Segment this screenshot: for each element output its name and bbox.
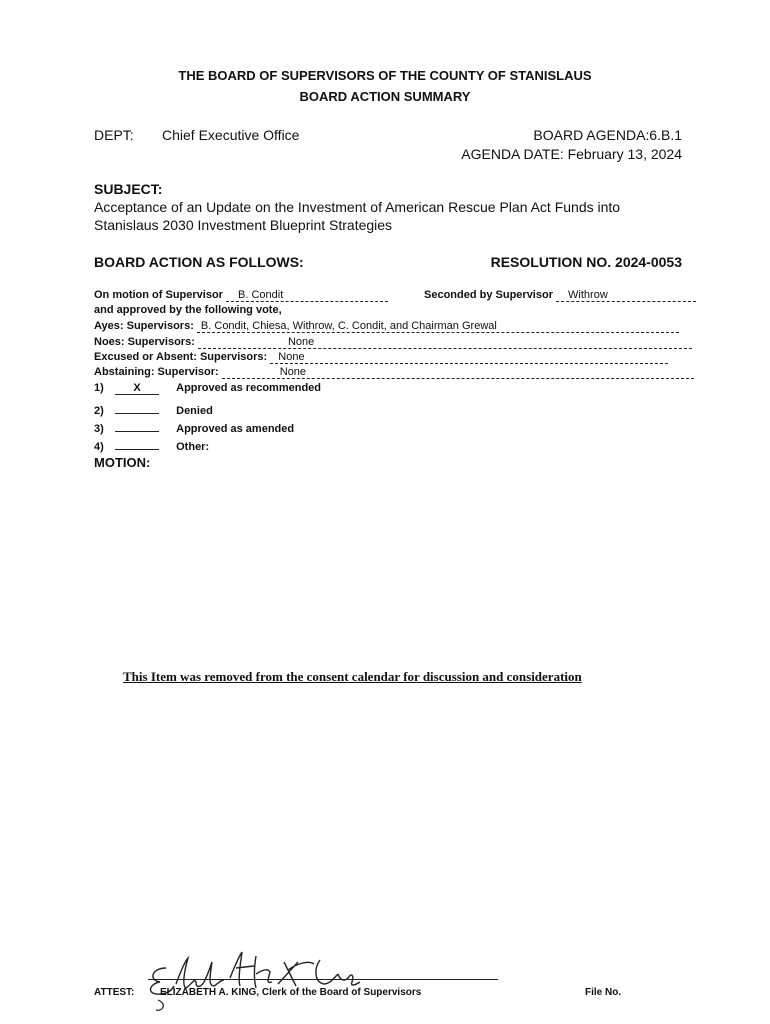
ayes-label: Ayes: Supervisors: [94,320,194,332]
dept-value: Chief Executive Office [162,127,300,143]
option-row [94,418,294,435]
noes-label: Noes: Supervisors: [94,336,195,348]
agenda-date: AGENDA DATE: February 13, 2024 [461,146,682,162]
excused-label: Excused or Absent: Supervisors: [94,351,268,363]
ayes-row [94,320,679,333]
option-label: Approved as recommended [176,382,321,394]
excused-value: None [270,351,668,364]
option-label: Approved as amended [176,423,295,435]
dept-label: DEPT: [94,127,134,143]
abstaining-value: None [222,366,694,379]
resolution-number: RESOLUTION NO. 2024-0053 [490,254,682,270]
option-label: Denied [176,405,213,417]
option-row [94,382,321,395]
option-mark [115,418,159,432]
signature-line [148,979,498,980]
approved-line: and approved by the following vote, [94,304,282,316]
subject-line-1: Acceptance of an Update on the Investment of American Rescue Plan Act Funds into [94,199,621,215]
option-row [94,400,213,417]
motion-row [94,289,388,302]
abstaining-row [94,366,694,379]
noes-row [94,336,692,349]
excused-row [94,351,668,364]
subject-line-2: Stanislaus 2030 Investment Blueprint Strategies [94,217,393,233]
option-number: 1) [94,382,104,394]
board-action-label: BOARD ACTION AS FOLLOWS: [94,254,304,270]
option-number: 2) [94,405,104,417]
board-agenda: BOARD AGENDA:6.B.1 [533,127,682,143]
option-number: 3) [94,423,104,435]
seconded-row [424,289,696,302]
header-subtitle: BOARD ACTION SUMMARY [299,89,471,104]
option-label: Other: [176,441,210,453]
option-mark [115,400,159,414]
option-mark [115,436,159,450]
subject-label: SUBJECT: [94,181,163,197]
seconded-label: Seconded by Supervisor [424,289,553,301]
ayes-value: B. Condit, Chiesa, Withrow, C. Condit, and Chairman Grewal [197,320,679,333]
motion-label: MOTION: [94,455,151,470]
consent-note: This Item was removed from the consent calendar for discussion and consideration [123,669,582,684]
motion-label: On motion of Supervisor [94,289,223,301]
clerk-name: ELIZABETH A. KING, Clerk of the Board of Supervisors [160,987,422,998]
motion-value: B. Condit [226,289,388,302]
attest-label: ATTEST: [94,987,135,998]
option-row [94,436,209,453]
option-mark: X [115,382,159,395]
seconded-value: Withrow [556,289,696,302]
clerk-signature [138,938,378,1018]
file-number-label: File No. [585,987,622,998]
header-title: THE BOARD OF SUPERVISORS OF THE COUNTY OF STANISLAUS [178,68,592,83]
noes-value: None [198,336,692,349]
abstaining-label: Abstaining: Supervisor: [94,366,219,378]
option-number: 4) [94,441,104,453]
